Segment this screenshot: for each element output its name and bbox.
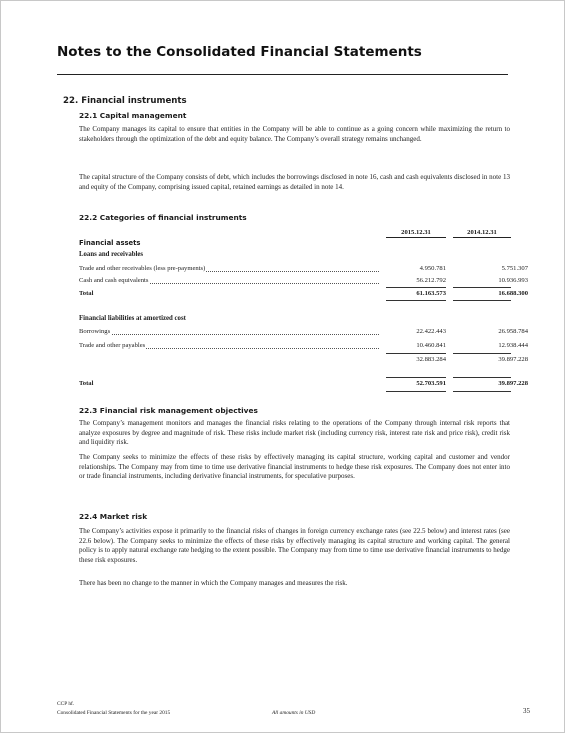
section-heading: 22. Financial instruments xyxy=(63,96,187,106)
table-row xyxy=(79,265,528,276)
paragraph-market-2: There has been no change to the manner in which the Company manages and measures the risk. xyxy=(79,579,348,587)
value-2015: 4.950.781 xyxy=(419,265,446,272)
value-2014: 39.897.228 xyxy=(498,380,528,387)
grand-total-rule-2015 xyxy=(386,377,446,378)
row-label: Borrowings xyxy=(79,328,111,335)
value-2015: 32.883.284 xyxy=(416,356,446,363)
subsection-heading-market-risk: 22.4 Market risk xyxy=(79,512,148,521)
value-2015: 22.422.443 xyxy=(416,328,446,335)
total-rule-2014 xyxy=(453,300,511,301)
paragraph-risk-2: The Company seeks to minimize the effects of these risks by effectively managing its capital structure, working capital and customer and vendor relationships. The Company may from time to time use derivative financial instruments to hedge these risk exposures. The Company does not enter into or trade financial instruments, including derivative financial instruments, for speculative purposes. xyxy=(79,453,510,481)
subsection-heading-risk-objectives: 22.3 Financial risk management objectives xyxy=(79,406,258,415)
table-row-subtotal xyxy=(79,356,528,367)
subsection-heading-categories: 22.2 Categories of financial instruments xyxy=(79,213,247,222)
value-2015: 52.703.591 xyxy=(416,380,446,387)
column-header-2015: 2015.12.31 xyxy=(386,229,446,238)
grand-total-rule-2014 xyxy=(453,377,511,378)
row-label: Trade and other payables xyxy=(79,342,146,349)
table-row xyxy=(79,342,528,353)
value-2015: 56.212.792 xyxy=(416,277,446,284)
row-label: Total xyxy=(79,380,94,387)
grand-total-underline-2014 xyxy=(453,391,511,392)
value-2014: 5.751.307 xyxy=(501,265,528,272)
value-2014: 16.688.300 xyxy=(498,290,528,297)
subsection-heading-capital: 22.1 Capital management xyxy=(79,111,187,120)
footer-statements: Consolidated Financial Statements for the year 2015 xyxy=(57,710,171,716)
value-2014: 10.936.993 xyxy=(498,277,528,284)
value-2014: 39.897.228 xyxy=(498,356,528,363)
page-title: Notes to the Consolidated Financial Statements xyxy=(57,44,422,60)
table-row-grand-total xyxy=(79,380,528,391)
subtotal-rule-2015 xyxy=(386,287,446,288)
paragraph-capital-1: The Company manages its capital to ensure that entities in the Company will be able to continue as a going concern while maximizing the return to stakeholders through the optimization of the debt and equity balance. The Company’s overall strategy remains unchanged. xyxy=(79,125,510,143)
table-row xyxy=(79,328,528,339)
row-label: Cash and cash equivalents xyxy=(79,277,149,284)
value-2014: 12.938.444 xyxy=(498,342,528,349)
grand-total-underline-2015 xyxy=(386,391,446,392)
financial-liabilities-heading: Financial liabilities at amortized cost xyxy=(79,315,186,322)
financial-assets-heading: Financial assets xyxy=(79,239,141,247)
subtotal-rule-2014 xyxy=(453,353,511,354)
value-2014: 26.958.784 xyxy=(498,328,528,335)
row-label: Trade and other receivables (less pre-payments) xyxy=(79,265,206,272)
footer-company: CCP hf. xyxy=(57,701,75,707)
paragraph-risk-1: The Company’s management monitors and manages the financial risks relating to the operations of the Company through internal risk reports that analyze exposures by degree and magnitude of risk. These risks include market risk (including currency risk, interest rate risk and price risk), credit risk and liquidity risk. xyxy=(79,419,510,447)
row-label: Total xyxy=(79,290,94,297)
column-header-2014: 2014.12.31 xyxy=(453,229,511,238)
leader-dots xyxy=(79,334,379,335)
subtotal-rule-2015 xyxy=(386,353,446,354)
total-rule-2015 xyxy=(386,300,446,301)
subtotal-rule-2014 xyxy=(453,287,511,288)
header-divider xyxy=(57,74,508,75)
page-number: 35 xyxy=(523,707,530,715)
value-2015: 61.163.573 xyxy=(416,290,446,297)
loans-receivables-heading: Loans and receivables xyxy=(79,251,144,258)
footer-amounts: All amounts in USD xyxy=(272,710,316,716)
paragraph-market-1: The Company’s activities expose it primarily to the financial risks of changes in foreign currency exchange rates (see 22.5 below) and interest rates (see 22.6 below). The Company seeks to minimize the effects of these risks by effectively managing its capital structure and working capital. The general policy is to apply natural exchange rate hedging to the extent possible. The Company may from time to time use derivative financial instruments to hedge these risk exposures. xyxy=(79,527,510,564)
value-2015: 10.460.841 xyxy=(416,342,446,349)
paragraph-capital-2: The capital structure of the Company consists of debt, which includes the borrowings disclosed in note 16, cash and cash equivalents disclosed in note 13 and equity of the Company, comprising issued capital, retained earnings as detailed in note 14. xyxy=(79,173,510,191)
